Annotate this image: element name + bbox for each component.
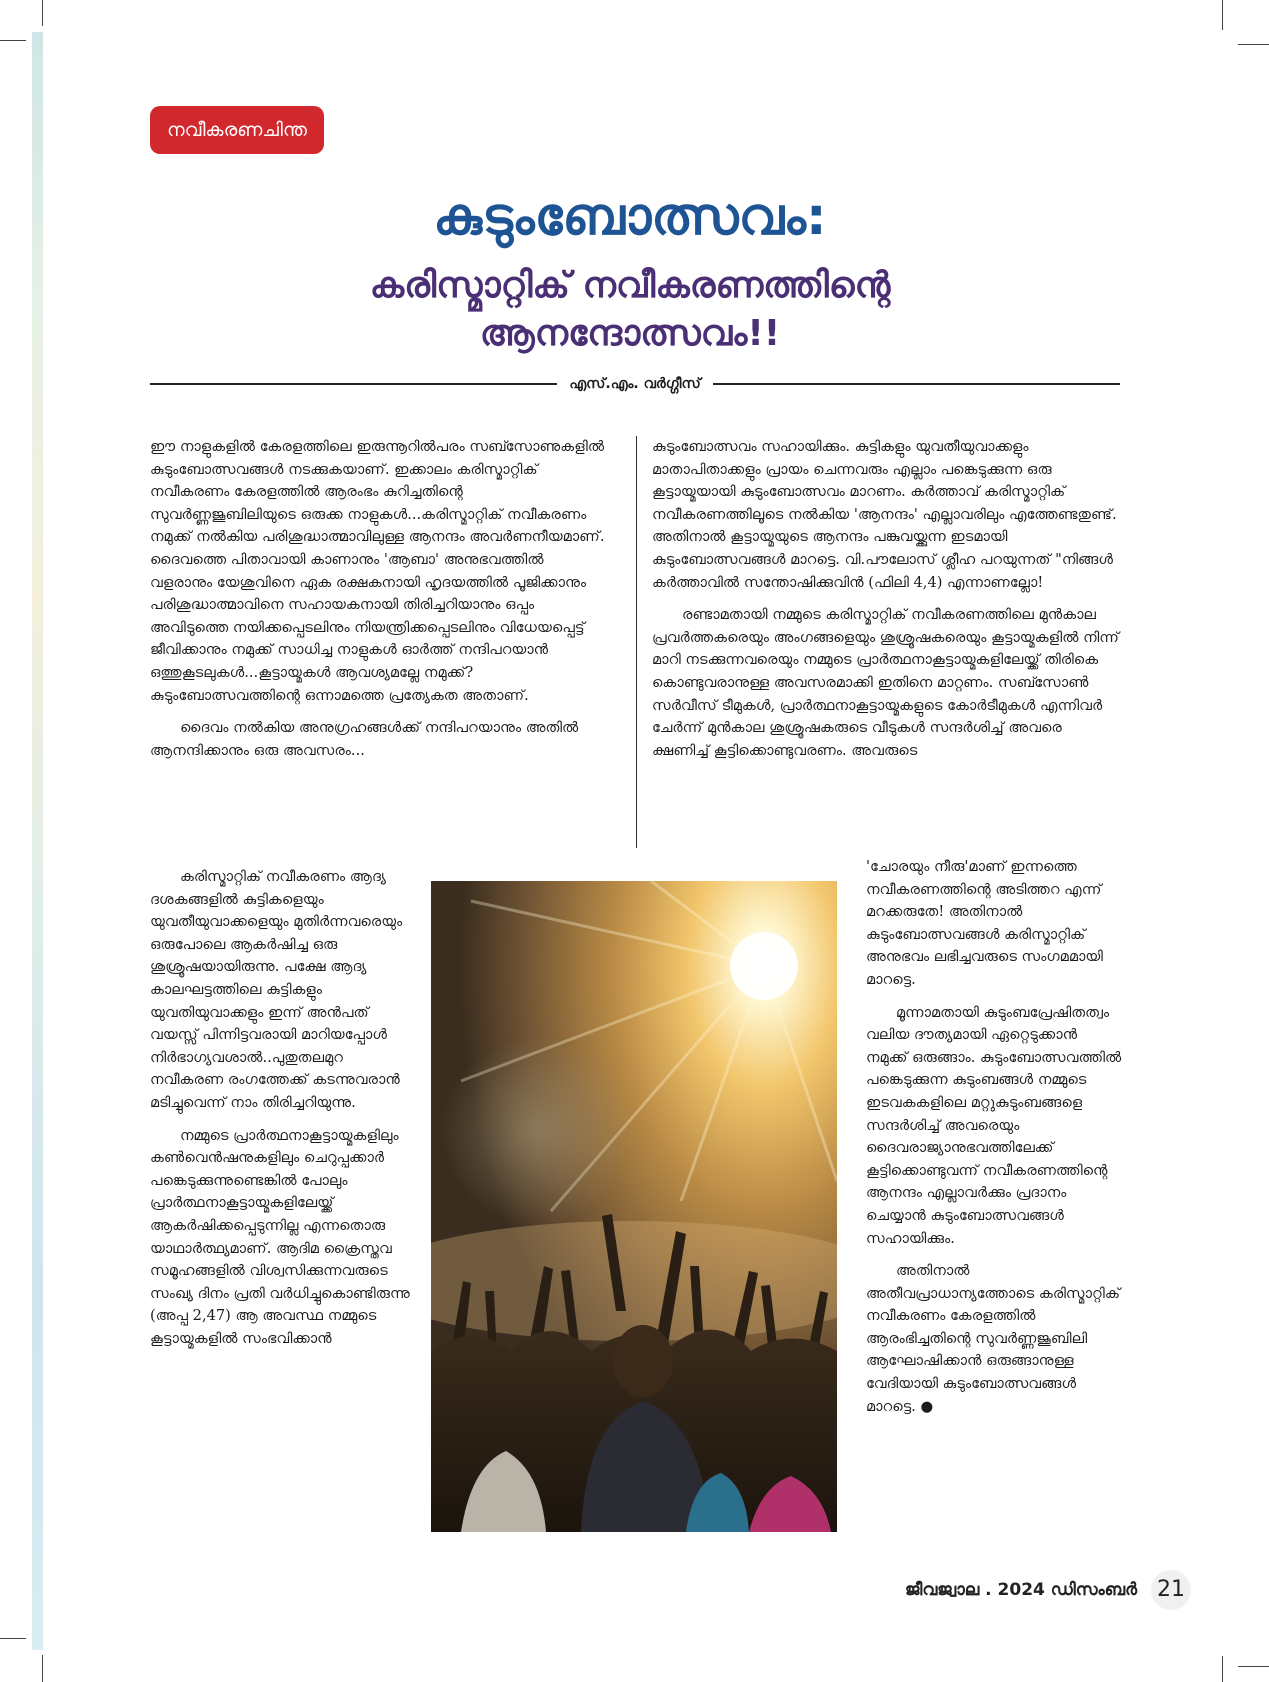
- crop-mark: [42, 0, 43, 26]
- paragraph-7: മൂന്നാമതായി കുടുംബപ്രേഷിതത്വം വലിയ ദൗത്യമായി ഏറ്റെടുക്കാൻ നമുക്ക് ഒരുങ്ങാം. കുടുംബോത്സവത്തിൽ പങ്കെടുക്കുന്ന കുടുംബങ്ങൾ നമ്മുടെ ഇടവകകളിലെ മറ്റുകുടുംബങ്ങളെ സന്ദർശിച്ച് അവരെയും ദൈവരാജ്യാനുഭവത്തിലേക്ക് കൂട്ടിക്കൊണ്ടുവന്ന് നവീകരണത്തിന്റെ ആനന്ദം എല്ലാവർക്കും പ്രദാനം ചെയ്യാൻ കുടുംബോത്സവങ്ങൾ സഹായിക്കും.: [866, 1003, 1122, 1247]
- magazine-issue: ജീവജ്വാല . 2024 ഡിസംബർ: [905, 1580, 1137, 1600]
- paragraph-3: കരിസ്മാറ്റിക് നവീകരണം ആദ്യ ദശകങ്ങളിൽ കുട്ടികളെയും യുവതീയുവാക്കളെയും മുതിർന്നവരെയും ഒരുപോലെ ആകർഷിച്ച ഒരു ശുശ്രൂഷയായിരുന്നു. പക്ഷേ ആദ്യ കാലഘട്ടത്തിലെ കുട്ടികളും യുവതിയുവാക്കളും ഇന്ന് അൻപത് വയസ്സ് പിന്നിട്ടവരായി മാറിയപ്പോൾ നിർഭാഗ്യവശാൽ..പുതുതലമുറ നവീകരണ രംഗത്തേക്ക് കടന്നുവരാൻ മടിച്ചുവെന്ന് നാം തിരിച്ചറിയുന്നു.: [150, 868, 403, 1111]
- crop-mark: [1222, 1656, 1223, 1682]
- left-column-top: [150, 436, 606, 772]
- byline-rule-left: [150, 383, 557, 385]
- crop-mark: [1222, 0, 1223, 30]
- crop-mark: [42, 1655, 43, 1682]
- left-column-bottom: [150, 866, 412, 1360]
- right-column-top: [652, 436, 1122, 772]
- page-number: 21: [1151, 1570, 1191, 1610]
- crop-mark: [0, 40, 26, 41]
- author-byline: എസ്.എം. വർഗ്ഗീസ്: [569, 376, 701, 392]
- section-tag: നവീകരണചിന്ത: [150, 106, 324, 154]
- subtitle-line-2: ആനന്ദോത്സവം!!: [479, 313, 781, 354]
- right-column-bottom: [866, 856, 1122, 1428]
- crop-mark: [1238, 44, 1269, 45]
- subtitle-line-1: കരിസ്മാറ്റിക് നവീകരണത്തിന്റെ: [369, 265, 891, 306]
- crop-mark: [0, 1638, 26, 1639]
- paragraph-6: രണ്ടാമതായി നമ്മുടെ കരിസ്മാറ്റിക് നവീകരണത്തിലെ മുൻകാല പ്രവർത്തകരെയും അംഗങ്ങളെയും ശുശ്രൂഷകരെയും കൂട്ടായ്മകളിൽ നിന്ന് മാറി നടക്കുന്നവരെയും നമ്മുടെ പ്രാർത്ഥനാകൂട്ടായ്മകളിലേയ്ക്ക് തിരികെ കൊണ്ടുവരാനുള്ള അവസരമാക്കി ഇതിനെ മാറ്റണം. സബ്സോൺ സർവീസ് ടീമുകൾ, പ്രാർത്ഥനാകൂട്ടായ്മകളുടെ കോർടീമുകൾ എന്നിവർ ചേർന്ന് മുൻകാല ശുശ്രൂഷകരുടെ വീടുകൾ സന്ദർശിച്ച് അവരെ ക്ഷണിച്ച് കൂട്ടിക്കൊണ്ടുവരണം. അവരുടെ: [652, 606, 1119, 759]
- paragraph-5: കുടുംബോത്സവം സഹായിക്കും. കുട്ടികളും യുവതീയുവാക്കളും മാതാപിതാക്കളും പ്രായം ചെന്നവരും എല്ലാം പങ്കെടുക്കുന്ന ഒരു കൂട്ടായ്മയായി കുടുംബോത്സവം മാറണം. കർത്താവ് കരിസ്മാറ്റിക് നവീകരണത്തിലൂടെ നൽകിയ 'ആനന്ദം' എല്ലാവരിലും എത്തേണ്ടതുണ്ട്. അതിനാൽ കൂട്ടായ്മയുടെ ആനന്ദം പങ്കുവയ്ക്കുന്ന ഇടമായി കുടുംബോത്സവങ്ങൾ മാറട്ടെ. വി.പൗലോസ് ശ്ലീഹ പറയുന്നത് "നിങ്ങൾ കർത്താവിൽ സന്തോഷിക്കുവിൻ (ഫിലി 4,4) എന്നാണല്ലോ!: [652, 438, 1117, 591]
- paragraph-6-continued: 'ചോരയും നീരു'മാണ് ഇന്നത്തെ നവീകരണത്തിന്റെ അടിത്തറ എന്ന് മറക്കരുതേ! അതിനാൽ കുടുംബോത്സവങ്ങൾ കരിസ്മാറ്റിക് അനുഭവം ലഭിച്ചവരുടെ സംഗമമായി മാറട്ടെ.: [866, 858, 1103, 988]
- byline-rule-right: [713, 383, 1120, 385]
- page-edge-strip: [32, 32, 43, 1650]
- page-footer: [905, 1570, 1191, 1610]
- paragraph-2: ദൈവം നൽകിയ അനുഗ്രഹങ്ങൾക്ക് നന്ദിപറയാനും അതിൽ ആനന്ദിക്കാനും ഒരു അവസരം...: [150, 719, 579, 759]
- paragraph-1: ഈ നാളുകളിൽ കേരളത്തിലെ ഇരുന്നൂറിൽപരം സബ്സോണുകളിൽ കുടുംബോത്സവങ്ങൾ നടക്കുകയാണ്. ഇക്കാലം കരിസ്മാറ്റിക് നവീകരണം കേരളത്തിൽ ആരംഭം കുറിച്ചതിന്റെ സുവർണ്ണജൂബിലിയുടെ ഒരുക്ക നാളുകൾ...കരിസ്മാറ്റിക് നവീകരണം നമുക്ക് നൽകിയ പരിശുദ്ധാത്മാവിലുള്ള ആനന്ദം അവർണനീയമാണ്. ദൈവത്തെ പിതാവായി കാണാനും 'ആബാ' അനുഭവത്തിൽ വളരാനും യേശുവിനെ ഏക രക്ഷകനായി ഹൃദയത്തിൽ പൂജിക്കാനും പരിശുദ്ധാത്മാവിനെ സഹായകനായി തിരിച്ചറിയാനും ഒപ്പം അവിടുത്തെ നയിക്കപ്പെടലിനും നിയന്ത്രിക്കപ്പെടലിനും വിധേയപ്പെട്ട് ജീവിക്കാനും നമുക്ക് സാധിച്ച നാളുകൾ ഓർത്ത് നന്ദിപറയാൻ ഒത്തുകൂടലുകൾ...കൂട്ടായ്മകൾ ആവശ്യമല്ലേ നമുക്ക്? കുടുംബോത്സവത്തിന്റെ ഒന്നാമത്തെ പ്രത്യേകത അതാണ്.: [150, 438, 605, 704]
- crop-mark: [1238, 1666, 1269, 1667]
- byline-row: [150, 372, 1120, 396]
- paragraph-4: നമ്മുടെ പ്രാർത്ഥനാകൂട്ടായ്മകളിലും കൺവെൻഷനുകളിലും ചെറുപ്പക്കാർ പങ്കെടുക്കുന്നുണ്ടെങ്കിൽ പോലും പ്രാർത്ഥനാകൂട്ടായ്മകളിലേയ്ക്ക് ആകർഷിക്കപ്പെടുന്നില്ല എന്നതൊരു യാഥാർത്ഥ്യമാണ്. ആദിമ ക്രൈസ്തവ സമൂഹങ്ങളിൽ വിശ്വസിക്കുന്നവരുടെ സംഖ്യ ദിനം പ്രതി വർധിച്ചുകൊണ്ടിരുന്നു (അപ്പ 2,47) ആ അവസ്ഥ നമ്മുടെ കൂട്ടായ്മകളിൽ സംഭവിക്കാൻ: [150, 1126, 410, 1347]
- worship-crowd-photo: [431, 881, 837, 1532]
- article-title: കുടുംബോത്സവം:: [433, 187, 827, 247]
- article-subtitle: [150, 262, 1110, 358]
- column-divider: [636, 436, 637, 848]
- paragraph-8: അതിനാൽ അതീവപ്രാധാന്യത്തോടെ കരിസ്മാറ്റിക് നവീകരണം കേരളത്തിൽ ആരംഭിച്ചതിന്റെ സുവർണ്ണജൂബിലി ആഘോഷിക്കാൻ ഒരുങ്ങാനുള്ള വേദിയായി കുടുംബോത്സവങ്ങൾ മാറട്ടെ. ●: [866, 1262, 1121, 1415]
